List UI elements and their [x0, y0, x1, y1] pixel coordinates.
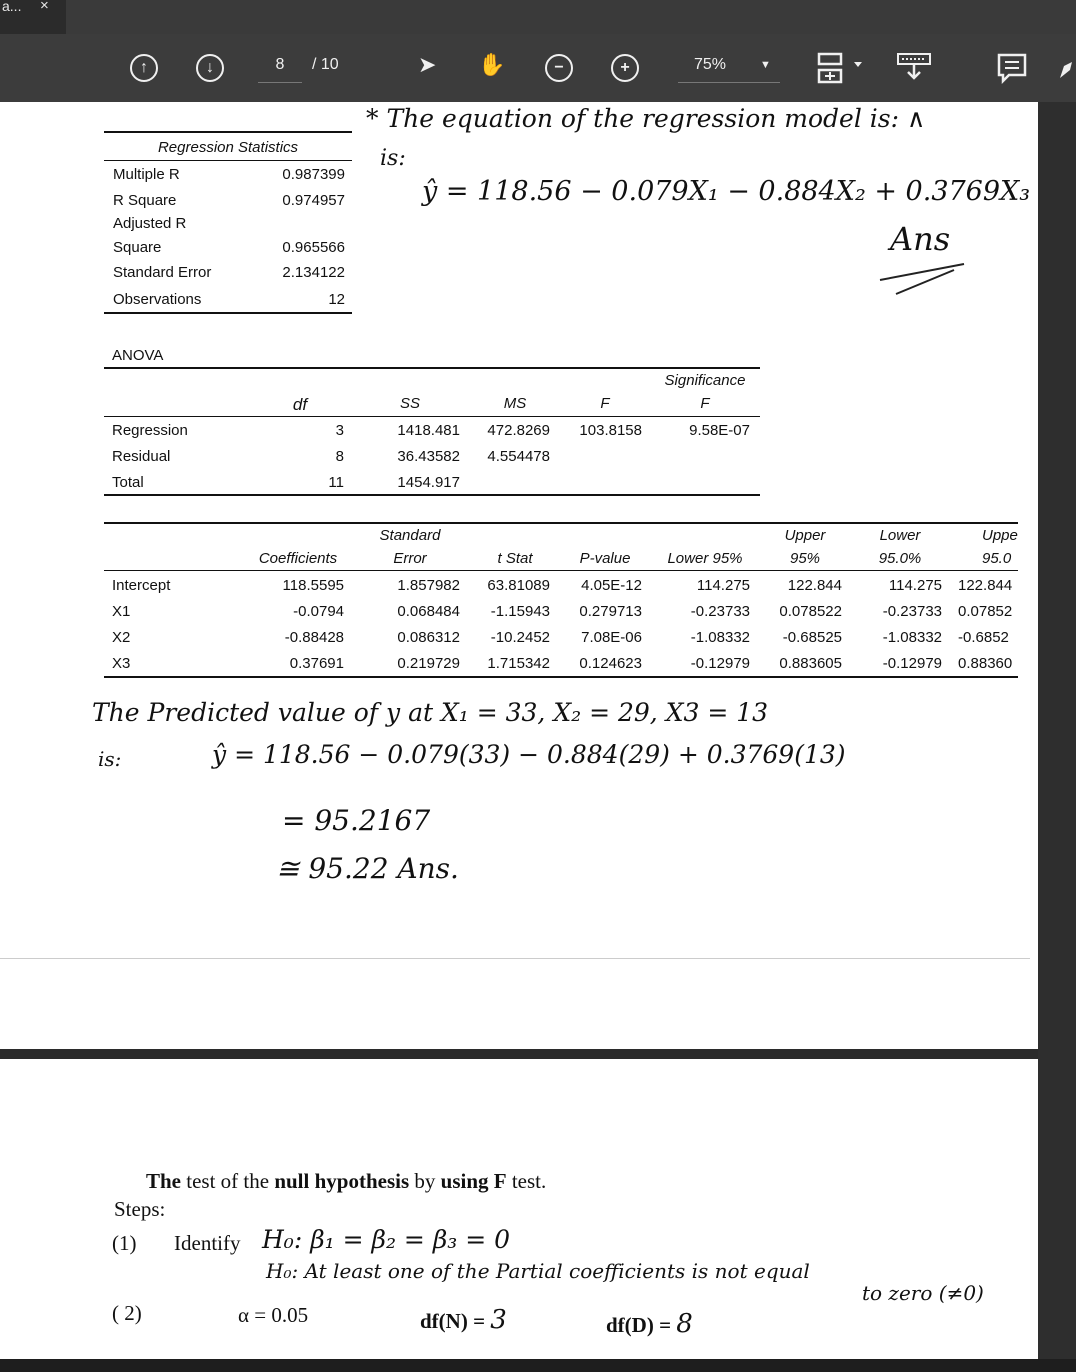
close-icon[interactable]: ×	[40, 0, 49, 14]
handwritten-dfd: 8	[676, 1309, 693, 1339]
coef-row-label: X1	[112, 603, 131, 620]
stat-value: 0.987399	[282, 166, 345, 183]
coef-u950: 122.844	[958, 577, 1013, 594]
regression-statistics-title: Regression Statistics	[157, 139, 299, 156]
handwritten-ha-cont: to zero (≠0)	[862, 1281, 984, 1305]
table-rule	[104, 160, 352, 161]
page-fit-icon[interactable]	[816, 52, 866, 86]
coef-l950: -0.23733	[882, 603, 942, 620]
download-icon[interactable]	[896, 52, 932, 82]
next-page-icon[interactable]: ↓	[196, 54, 224, 82]
anova-header-df: df	[292, 395, 308, 414]
status-bar	[0, 1359, 1076, 1372]
handwritten-underline	[876, 258, 976, 298]
coef-p: 0.279713	[579, 603, 642, 620]
handwritten-ans: Ans	[890, 220, 951, 258]
stat-label: Multiple R	[113, 166, 180, 183]
coef-header-uu1: Uppe	[982, 527, 1018, 544]
coef-t: -10.2452	[490, 629, 550, 646]
coef-p: 7.08E-06	[581, 629, 642, 646]
table-rule	[104, 494, 760, 496]
anova-ms: 472.8269	[487, 422, 550, 439]
df-denominator-label: df(D) =	[606, 1313, 677, 1337]
anova-row-label: Total	[112, 474, 144, 491]
df-denominator	[606, 1309, 693, 1339]
coef-u95: 0.078522	[779, 603, 842, 620]
handwritten-dfn: 3	[490, 1305, 507, 1335]
page2-title-e: using F	[440, 1169, 507, 1193]
anova-title: ANOVA	[112, 347, 164, 364]
select-tool-icon[interactable]: ➤	[418, 52, 437, 77]
coef-t: 63.81089	[487, 577, 550, 594]
coef-u95: 122.844	[787, 577, 842, 594]
tab-title[interactable]: a...	[2, 0, 22, 14]
page2-title-b: test of the	[181, 1169, 275, 1193]
handwritten-prediction-line: The Predicted value of y at X₁ = 33, X₂ = 29, X3 = 13	[92, 698, 769, 727]
anova-ss: 1454.917	[397, 474, 460, 491]
handwritten-ha: H₀: At least one of the Partial coefficients is not equal	[266, 1259, 810, 1283]
coef-row-label: X3	[112, 655, 131, 672]
stat-value: 0.974957	[282, 192, 345, 209]
coef-header-t: t Stat	[497, 550, 533, 567]
coef-header-coef: Coefficients	[258, 550, 338, 567]
df-numerator	[420, 1305, 507, 1335]
coef-row-label: X2	[112, 629, 131, 646]
previous-page-icon[interactable]: ↑	[130, 54, 158, 82]
table-rule	[104, 416, 760, 417]
pdf-toolbar	[0, 34, 1076, 102]
coef-u950: -0.6852	[958, 629, 1009, 646]
anova-df: 11	[328, 474, 344, 491]
anova-ss: 36.43582	[397, 448, 460, 465]
anova-f: 103.8158	[579, 422, 642, 439]
pen-icon[interactable]	[1056, 58, 1076, 82]
coef-header-u1: Upper	[784, 527, 826, 544]
coef-header-se2: Error	[393, 550, 427, 567]
alpha-value: α = 0.05	[238, 1303, 309, 1327]
handwritten-prediction-value: = 95.2167	[282, 804, 431, 837]
stat-value: 0.965566	[282, 239, 345, 256]
page2-title	[146, 1169, 546, 1194]
coef-p: 4.05E-12	[581, 577, 642, 594]
handwritten-equation-intro: * The equation of the regression model is: ∧	[366, 104, 926, 133]
anova-header-ss: SS	[399, 395, 420, 412]
chevron-down-icon[interactable]: ▼	[760, 59, 771, 71]
coef-value: -0.88428	[284, 629, 344, 646]
coef-row-label: Intercept	[112, 577, 171, 594]
coef-l95: -0.23733	[690, 603, 750, 620]
step-number: (1)	[112, 1231, 137, 1255]
stat-label: R Square	[113, 192, 177, 209]
zoom-select[interactable]	[678, 48, 780, 83]
stat-value: 12	[328, 291, 345, 308]
identify-label: Identify	[174, 1231, 241, 1255]
df-numerator-label: df(N) =	[420, 1309, 491, 1333]
zoom-in-icon[interactable]: +	[611, 54, 639, 82]
coef-t: 1.715342	[487, 655, 550, 672]
anova-df: 8	[335, 448, 344, 465]
table-rule	[104, 676, 1018, 678]
comment-icon[interactable]	[996, 52, 1028, 84]
coef-l950: 114.275	[888, 577, 942, 594]
page2-title-c: null hypothesis	[274, 1169, 410, 1193]
handwritten-prediction-approx: ≅ 95.22 Ans.	[276, 852, 459, 885]
vertical-scrollbar[interactable]	[1038, 102, 1076, 1372]
hand-tool-icon[interactable]: ✋	[478, 52, 506, 77]
coef-t: -1.15943	[490, 603, 550, 620]
coef-u95: 0.883605	[779, 655, 842, 672]
page-total: / 10	[312, 56, 339, 73]
coef-se: 0.086312	[397, 629, 460, 646]
coef-header-p: P-value	[579, 550, 631, 567]
handwritten-is: is:	[98, 747, 122, 771]
coef-u95: -0.68525	[782, 629, 842, 646]
coef-l95: -0.12979	[690, 655, 750, 672]
pdf-page-9	[0, 1059, 1038, 1359]
table-rule	[104, 367, 760, 369]
coef-se: 0.219729	[397, 655, 460, 672]
coef-l950: -0.12979	[882, 655, 942, 672]
handwritten-is: is:	[380, 146, 406, 171]
tab-strip	[0, 0, 1076, 34]
steps-label: Steps:	[114, 1197, 166, 1221]
coef-header-se1: Standard	[379, 527, 441, 544]
table-rule	[104, 570, 1018, 571]
coef-value: -0.0794	[293, 603, 344, 620]
coef-value: 0.37691	[289, 655, 344, 672]
coef-header-l1: Lower	[879, 527, 921, 544]
coef-l95: 114.275	[696, 577, 750, 594]
stat-label: Square	[113, 239, 162, 256]
coef-p: 0.124623	[579, 655, 642, 672]
step-number: ( 2)	[112, 1301, 142, 1325]
anova-header-sig1: Significance	[664, 372, 746, 389]
zoom-value: 75%	[694, 56, 727, 73]
table-rule	[104, 131, 352, 133]
page2-title-d: by	[409, 1169, 441, 1193]
anova-row-label: Regression	[112, 422, 188, 439]
anova-ss: 1418.481	[397, 422, 460, 439]
page-divider	[0, 958, 1030, 959]
stat-label: Observations	[113, 291, 202, 308]
table-rule	[104, 522, 1018, 524]
anova-header-sig2: F	[700, 395, 710, 412]
anova-header-ms: MS	[503, 395, 527, 412]
document-tab[interactable]	[0, 0, 66, 34]
coef-u950: 0.07852	[958, 603, 1013, 620]
coef-header-uu2: 95.0	[982, 550, 1012, 567]
anova-header-f: F	[600, 395, 610, 412]
anova-ms: 4.554478	[487, 448, 550, 465]
handwritten-h0: H₀: β₁ = β₂ = β₃ = 0	[262, 1225, 511, 1254]
stat-value: 2.134122	[282, 264, 345, 281]
coef-l95: -1.08332	[690, 629, 750, 646]
zoom-out-icon[interactable]: −	[545, 54, 573, 82]
coef-header-l95: Lower 95%	[667, 550, 743, 567]
tab-strip-fill	[66, 0, 1076, 34]
page2-title-a: The	[146, 1169, 182, 1193]
coef-se: 0.068484	[397, 603, 460, 620]
page-number-input[interactable]: 8	[258, 48, 302, 83]
handwritten-equation: ŷ = 118.56 − 0.079X₁ − 0.884X₂ + 0.3769X₃	[422, 176, 1031, 207]
coef-value: 118.5595	[282, 577, 344, 594]
coef-header-u2: 95%	[789, 550, 821, 567]
anova-df: 3	[335, 422, 344, 439]
handwritten-prediction-equation: ŷ = 118.56 − 0.079(33) − 0.884(29) + 0.3769(13)	[212, 740, 846, 769]
stat-label: Standard Error	[113, 264, 212, 281]
anova-row-label: Residual	[112, 448, 171, 465]
page-gap	[0, 1049, 1038, 1059]
stat-label: Adjusted R	[113, 215, 187, 232]
page2-title-f: test.	[506, 1169, 547, 1193]
coef-l950: -1.08332	[882, 629, 942, 646]
coef-header-l2: 95.0%	[878, 550, 922, 567]
table-rule	[104, 312, 352, 314]
coef-se: 1.857982	[397, 577, 460, 594]
anova-sig: 9.58E-07	[689, 422, 750, 439]
pdf-page-8	[0, 102, 1038, 1049]
coef-u950: 0.88360	[958, 655, 1013, 672]
